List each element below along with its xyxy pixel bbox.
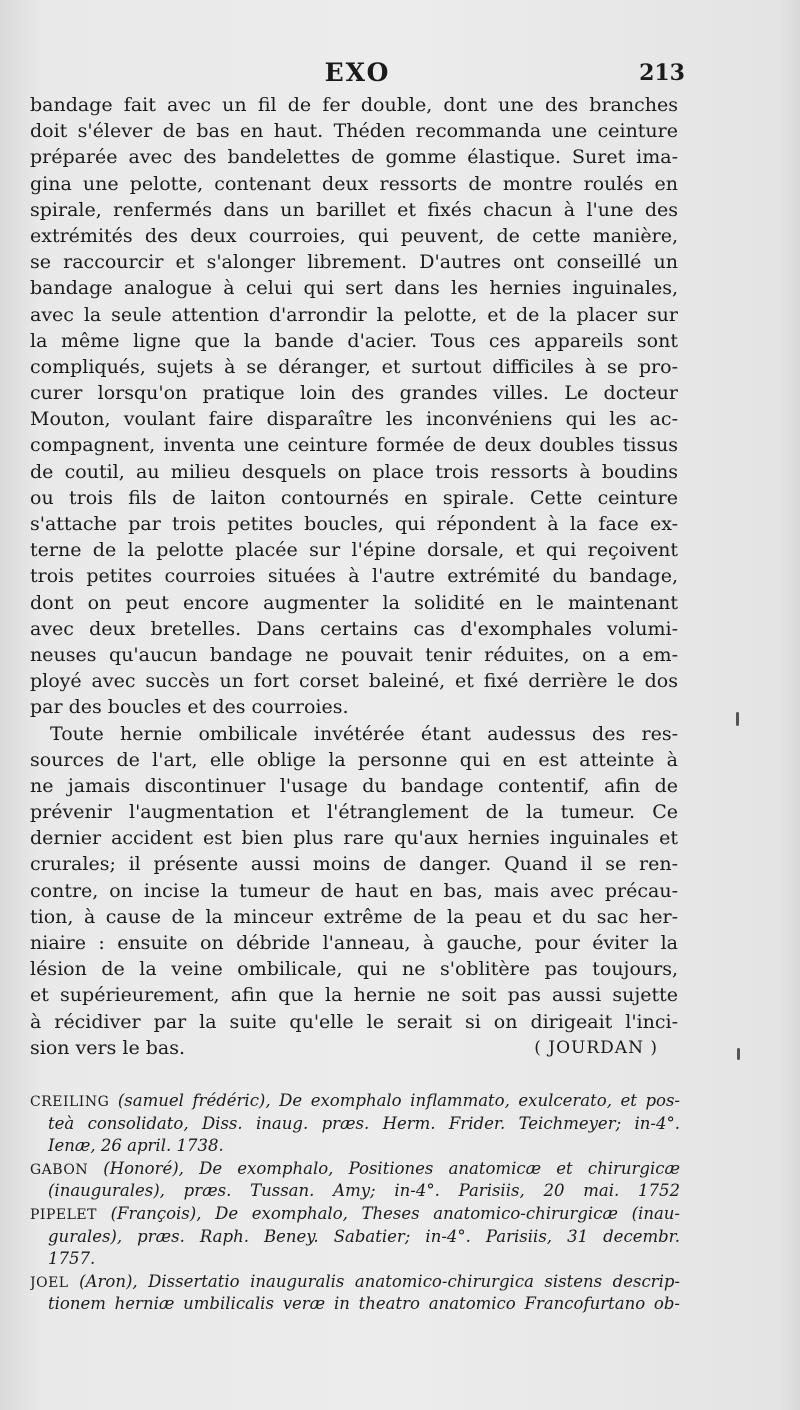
entry-text: teà consolidato, Diss. inaug. præs. Herm. Frider. Teichmeyer; in-4°. bbox=[48, 1113, 680, 1133]
text-line: ou trois fils de laiton contournés en spirale. Cette ceinture bbox=[30, 486, 678, 509]
entry-author: CREILING bbox=[30, 1094, 110, 1110]
page-header bbox=[30, 58, 685, 92]
text-line: et supérieurement, afin que la hernie ne soit pas aussi sujette bbox=[30, 984, 678, 1007]
entry-author: JOEL bbox=[30, 1274, 69, 1291]
text-line: terne de la pelotte placée sur l'épine dorsale, et qui reçoivent bbox=[30, 539, 678, 562]
entry-text: 1757. bbox=[48, 1249, 96, 1269]
text-line: avec la seule attention d'arrondir la pelotte, et de la placer sur bbox=[30, 303, 678, 326]
text-line: extrémités des deux courroies, qui peuvent, de cette manière, bbox=[30, 224, 678, 247]
entry-text: Ienæ, 26 april. 1738. bbox=[48, 1136, 224, 1156]
text-line: à récidiver par la suite qu'elle le serait si on dirigeait l'inci- bbox=[30, 1010, 678, 1033]
text-line: spirale, renfermés dans un barillet et fixés chacun à l'une des bbox=[30, 198, 678, 221]
bibliography-entry bbox=[30, 1203, 680, 1226]
text-line: trois petites courroies situées à l'autre extrémité du bandage, bbox=[30, 565, 678, 588]
text-line: la même ligne que la bande d'acier. Tous ces appareils sont bbox=[30, 329, 678, 352]
page-number: 213 bbox=[639, 60, 685, 86]
text-line: contre, on incise la tumeur de haut en bas, mais avec précau- bbox=[30, 879, 678, 902]
text-line: doit s'élever de bas en haut. Théden recommanda une ceinture bbox=[30, 120, 678, 143]
text-line: préparée avec des bandelettes de gomme élastique. Suret ima- bbox=[30, 146, 678, 169]
entry-continuation bbox=[30, 1248, 680, 1271]
text-line: dont on peut encore augmenter la solidité en le maintenant bbox=[30, 591, 678, 614]
text-line: ployé avec succès un fort corset baleiné, et fixé derrière le dos bbox=[30, 670, 678, 693]
entry-text: (Honoré), De exomphalo, Positiones anatomicæ et chirurgicæ bbox=[103, 1158, 680, 1178]
margin-mark bbox=[736, 712, 739, 726]
text-line: compliqués, sujets à se déranger, et surtout difficiles à se pro- bbox=[30, 355, 678, 378]
closing-line bbox=[30, 1035, 678, 1061]
text-line: gina une pelotte, contenant deux ressorts de montre roulés en bbox=[30, 172, 678, 195]
text-line: Toute hernie ombilicale invétérée étant audessus des res- bbox=[50, 722, 678, 745]
text-line: neuses qu'aucun bandage ne pouvait tenir réduites, on a em- bbox=[30, 643, 678, 666]
entry-continuation bbox=[30, 1226, 680, 1249]
entry-continuation bbox=[30, 1135, 680, 1158]
bibliography-entry bbox=[30, 1090, 680, 1113]
entry-text: (François), De exomphalo, Theses anatomico-chirurgicæ (inau- bbox=[110, 1203, 680, 1223]
entry-text: (inaugurales), præs. Tussan. Amy; in-4°. Parisiis, 20 mai. 1752 bbox=[48, 1181, 680, 1201]
text-line: ne jamais discontinuer l'usage du bandage contentif, afin de bbox=[30, 774, 678, 797]
entry-text: tionem herniæ umbilicalis veræ in theatro anatomico Francofurtano ob- bbox=[48, 1294, 680, 1314]
text-line: par des boucles et des courroies. bbox=[30, 696, 349, 719]
entry-text: gurales), præs. Raph. Beney. Sabatier; in-4°. Parisiis, 31 decembr. bbox=[48, 1226, 680, 1246]
text-line: curer lorsqu'on pratique loin des grandes villes. Le docteur bbox=[30, 382, 678, 405]
entry-author: GABON bbox=[30, 1161, 89, 1178]
entry-author: PIPELET bbox=[30, 1206, 97, 1223]
running-head: EXO bbox=[324, 58, 391, 87]
text-line: de coutil, au milieu desquels on place trois ressorts à boudins bbox=[30, 460, 678, 483]
entry-continuation bbox=[30, 1293, 680, 1316]
entry-continuation bbox=[30, 1113, 680, 1136]
entry-text: (samuel frédéric), De exomphalo inflammato, exulcerato, et pos- bbox=[117, 1091, 680, 1110]
bibliography-entry bbox=[30, 1158, 680, 1181]
text-line: lésion de la veine ombilicale, qui ne s'oblitère pas toujours, bbox=[30, 958, 678, 981]
text-line: s'attache par trois petites boucles, qui répondent à la face ex- bbox=[30, 513, 678, 535]
text-line: sources de l'art, elle oblige la personne qui en est atteinte à bbox=[30, 748, 678, 771]
text-line: bandage analogue à celui qui sert dans les hernies inguinales, bbox=[30, 277, 678, 300]
text-line: prévenir l'augmentation et l'étranglement de la tumeur. Ce bbox=[30, 801, 678, 824]
text-line: se raccourcir et s'alonger librement. D'autres ont conseillé un bbox=[30, 251, 678, 274]
entry-text: (Aron), Dissertatio inauguralis anatomico-chirurgica sistens descrip- bbox=[79, 1271, 680, 1291]
text-line: niaire : ensuite on débride l'anneau, à gauche, pour éviter la bbox=[30, 932, 678, 954]
text-line: avec deux bretelles. Dans certains cas d'exomphales volumi- bbox=[30, 617, 678, 640]
text-line: Mouton, voulant faire disparaître les inconvéniens qui les ac- bbox=[30, 408, 678, 431]
margin-mark bbox=[737, 1048, 740, 1060]
text-line: crurales; il présente aussi moins de danger. Quand il se ren- bbox=[30, 853, 678, 876]
text-line: tion, à cause de la minceur extrême de la peau et du sac her- bbox=[30, 905, 678, 928]
author-signature: ( JOURDAN ) bbox=[534, 1037, 658, 1058]
body-text bbox=[30, 92, 678, 1061]
text-line: dernier accident est bien plus rare qu'aux hernies inguinales et bbox=[30, 827, 678, 850]
text-line: sion vers le bas. bbox=[30, 1036, 186, 1059]
text-line: compagnent, inventa une ceinture formée de deux doubles tissus bbox=[30, 434, 678, 457]
entry-continuation bbox=[30, 1180, 680, 1203]
bibliography-entry bbox=[30, 1271, 680, 1294]
text-line: bandage fait avec un fil de fer double, dont une des branches bbox=[30, 94, 678, 116]
bibliography bbox=[30, 1090, 680, 1316]
